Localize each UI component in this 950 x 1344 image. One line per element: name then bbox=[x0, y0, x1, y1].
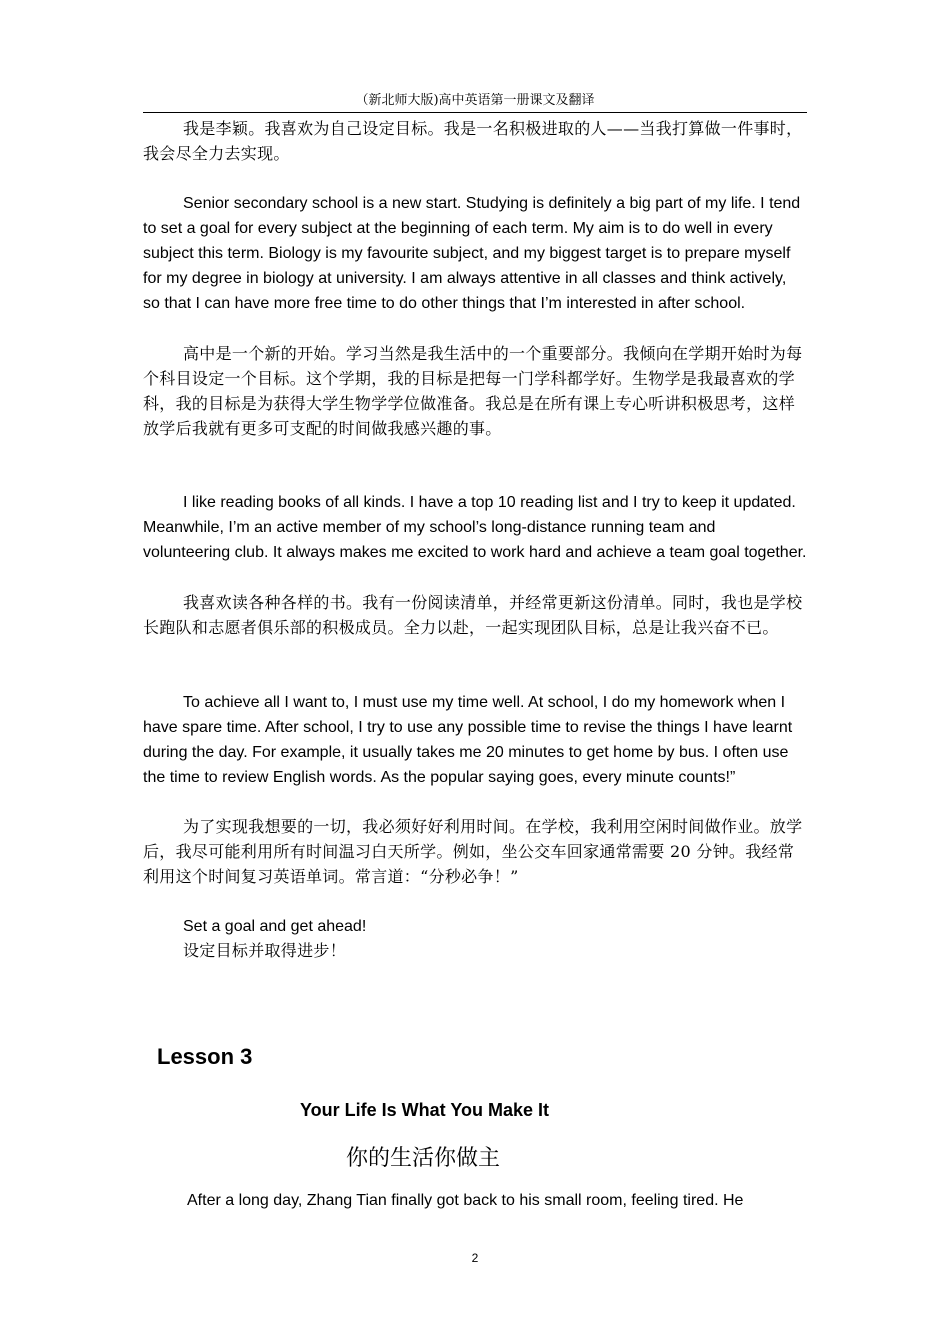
lesson-heading: Lesson 3 bbox=[157, 1044, 253, 1069]
paragraph-reading-en: I like reading books of all kinds. I have a top 10 reading list and I try to keep it updated. Meanwhile, I’m an active member of my school’s long-distance running team and volunteering club. It always makes me excited to work hard and achieve a team goal together. bbox=[143, 494, 807, 561]
paragraph-time-en: To achieve all I want to, I must use my time well. At school, I do my homework when I have spare time. After school, I try to use any possible time to revise the things I have learnt during the day. For example, it usually takes me 20 minutes to get home by bus. I often use the time to review English words. As the popular saying goes, every minute counts!” bbox=[143, 694, 793, 786]
page-header: （新北师大版)高中英语第一册课文及翻译 bbox=[355, 93, 595, 108]
paragraph-time-zh: 为了实现我想要的一切，我必须好好利用时间。在学校，我利用空闲时间做作业。放学后，我尽可能利用所有时间温习白天所学。例如，坐公交车回家通常需要 20 分钟。我经常利用这个时间复习英语单词。常言道：“分秒必争！” bbox=[143, 817, 803, 886]
closing-line-zh: 设定目标并取得进步！ bbox=[183, 941, 347, 960]
page-number: 2 bbox=[471, 1251, 479, 1265]
header-divider bbox=[143, 112, 807, 113]
paragraph-intro-zh: 我是李颖。我喜欢为自己设定目标。我是一名积极进取的人——当我打算做一件事时，我会尽全力去实现。 bbox=[143, 119, 803, 163]
lesson-first-line: After a long day, Zhang Tian finally got back to his small room, feeling tired. He bbox=[187, 1192, 744, 1209]
closing-line-en: Set a goal and get ahead! bbox=[183, 918, 367, 935]
paragraph-study-en: Senior secondary school is a new start. Studying is definitely a big part of my life. I tend to set a goal for every subject at the beginning of each term. My aim is to do well in every subject this term. Biology is my favourite subject, and my biggest target is to prepare myself for my degree in biology at university. I am always attentive in all classes and think actively, so that I can have more free time to do other things that I’m interested in after school. bbox=[143, 195, 801, 312]
paragraph-reading-zh: 我喜欢读各种各样的书。我有一份阅读清单，并经常更新这份清单。同时，我也是学校长跑队和志愿者俱乐部的积极成员。全力以赴，一起实现团队目标，总是让我兴奋不已。 bbox=[143, 593, 803, 637]
lesson-title-en: Your Life Is What You Make It bbox=[300, 1100, 550, 1120]
paragraph-study-zh: 高中是一个新的开始。学习当然是我生活中的一个重要部分。我倾向在学期开始时为每个科目设定一个目标。这个学期，我的目标是把每一门学科都学好。生物学是我最喜欢的学科，我的目标是为获得大学生物学学位做准备。我总是在所有课上专心听讲积极思考，这样放学后我就有更多可支配的时间做我感兴趣的事。 bbox=[143, 344, 803, 438]
lesson-title-zh: 你的生活你做主 bbox=[346, 1146, 501, 1171]
